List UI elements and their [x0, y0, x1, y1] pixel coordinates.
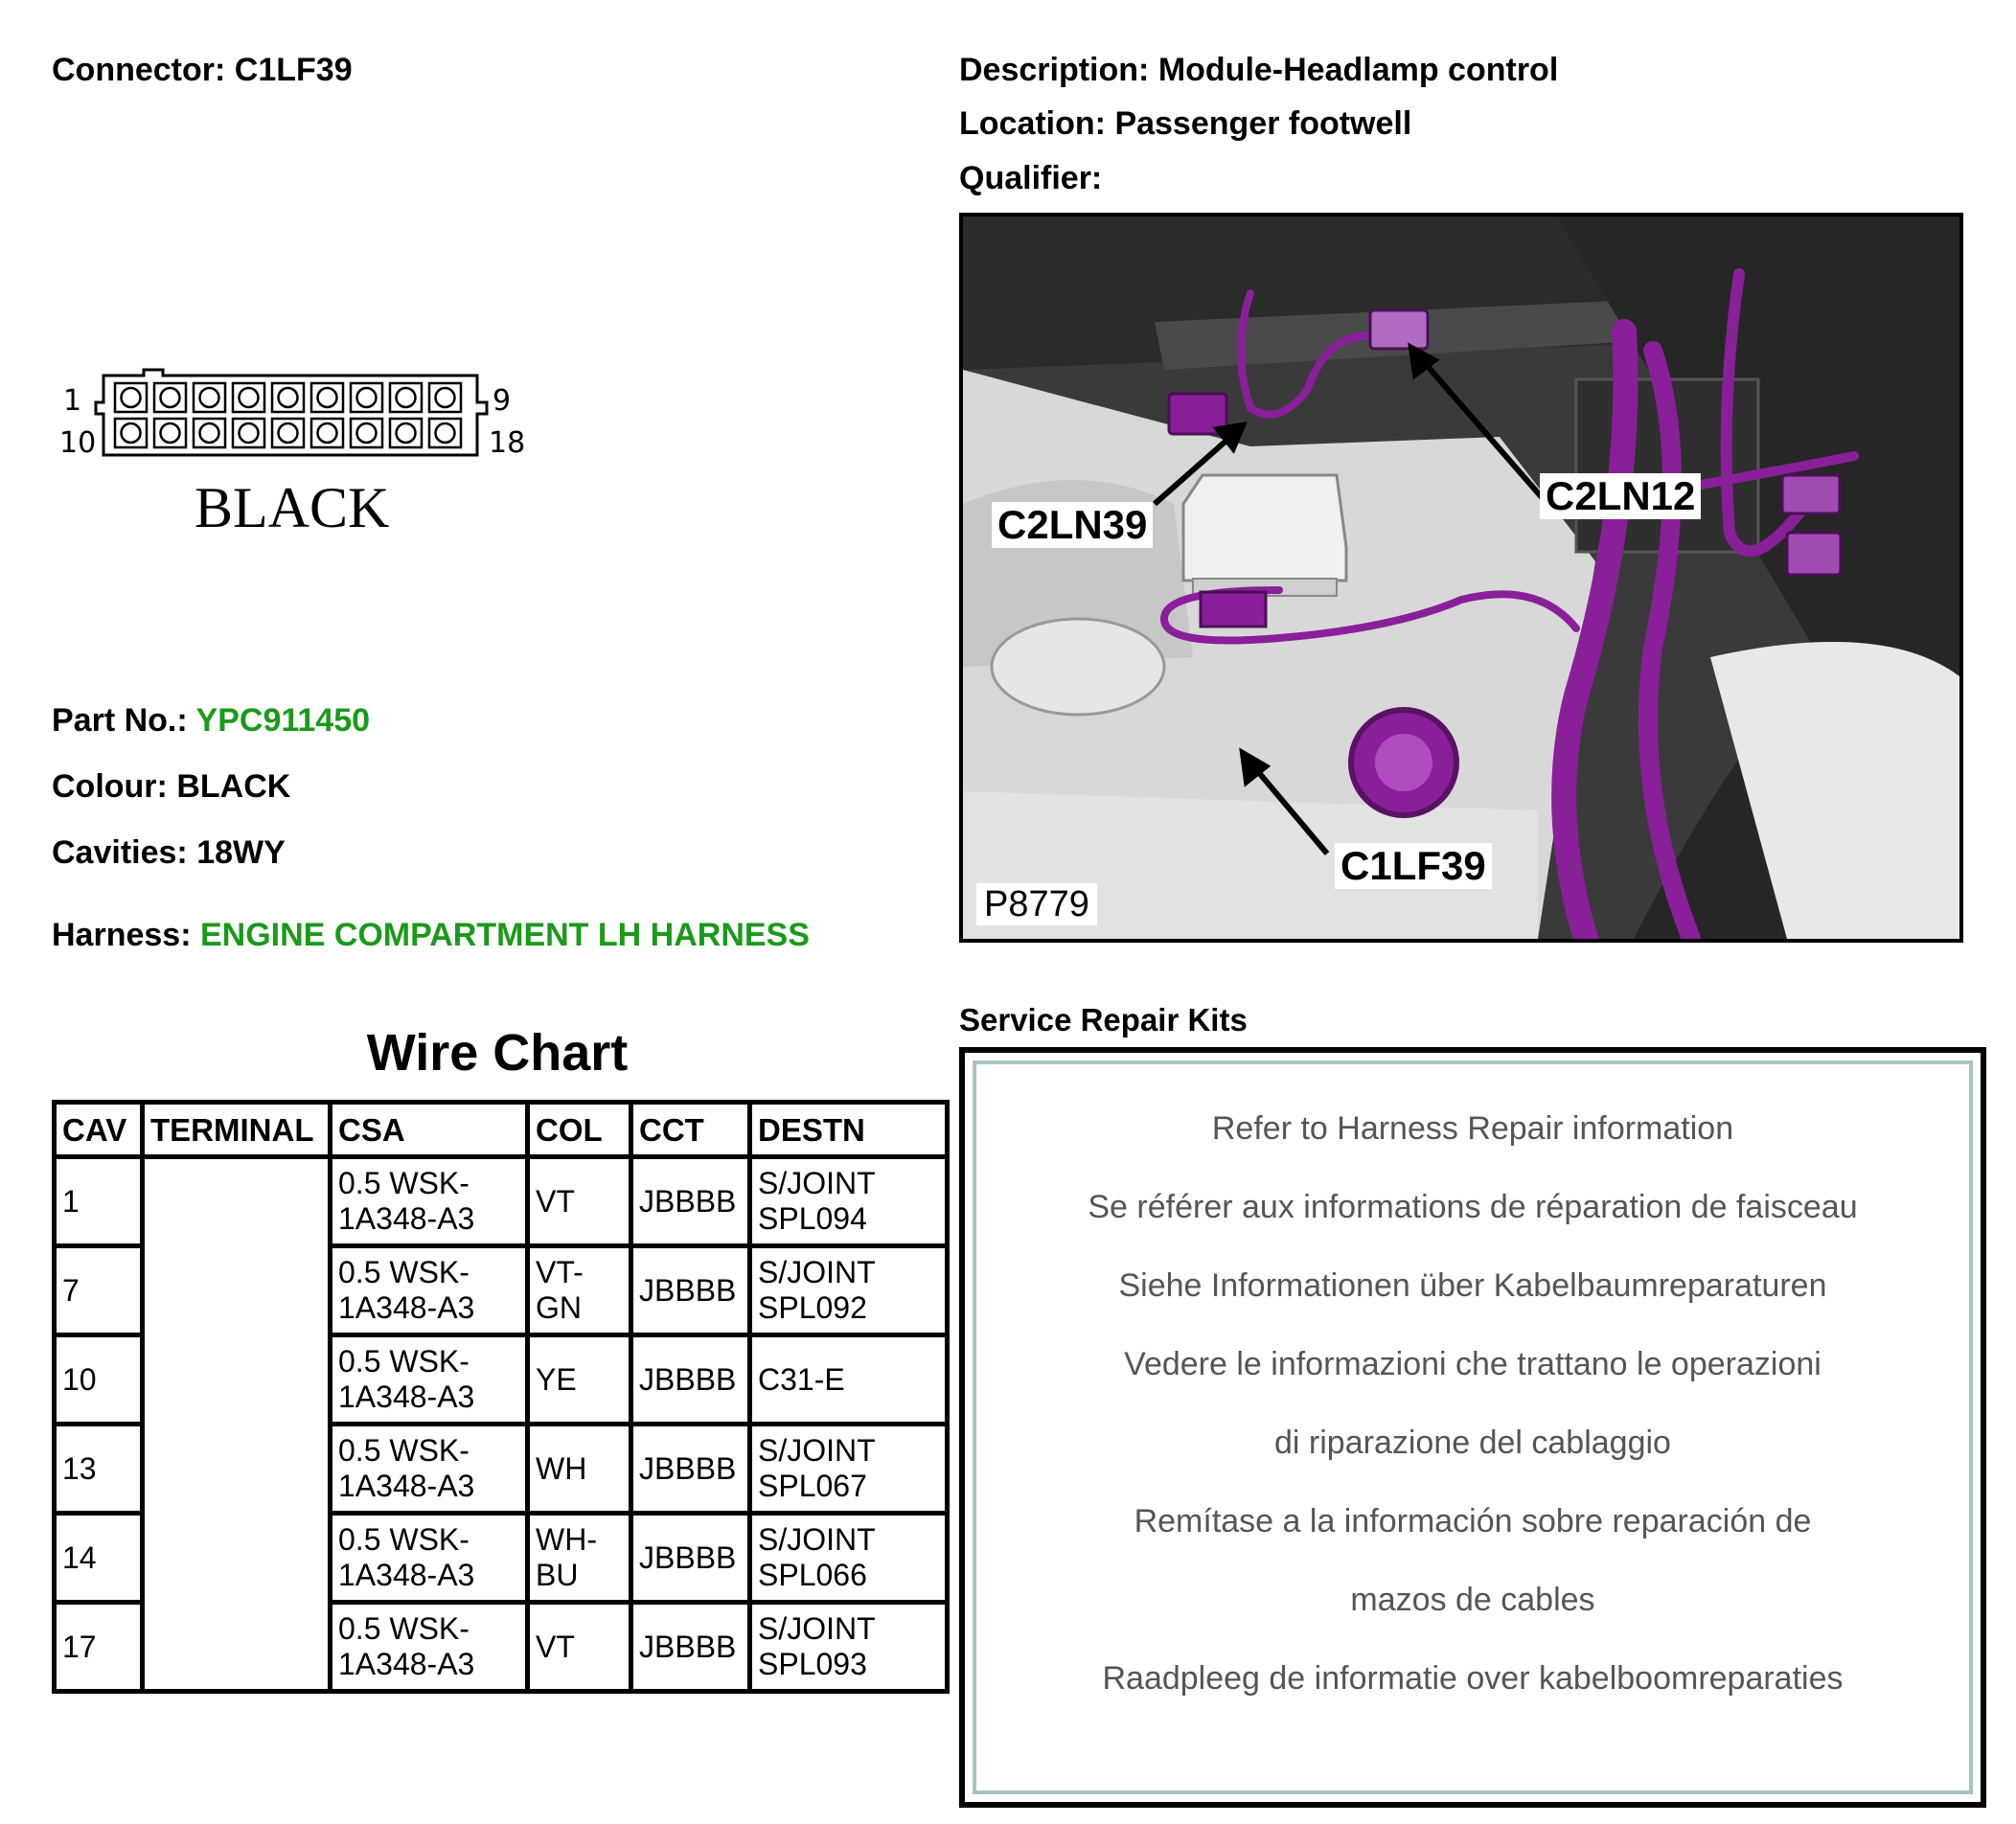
cavity-8 — [390, 383, 422, 412]
grommet-centre — [1375, 734, 1432, 791]
cavity-10 — [115, 419, 147, 447]
cell-csa-line-2: 1A348-A3 — [338, 1558, 475, 1592]
location-label: Location: — [959, 105, 1106, 142]
cell-col-line-1: VT — [536, 1183, 575, 1219]
cell-col — [528, 1514, 631, 1603]
cell-col — [528, 1157, 631, 1246]
cell-terminal — [143, 1157, 331, 1246]
qualifier-label: Qualifier: — [959, 160, 1103, 196]
wire-row — [55, 1603, 948, 1692]
cell-cav: 10 — [55, 1335, 143, 1425]
cell-csa-line-1: 0.5 WSK- — [338, 1611, 470, 1646]
cavity-6 — [311, 383, 343, 412]
connector-c1lf39-body — [1201, 592, 1266, 627]
cell-cct: JBBBB — [631, 1335, 750, 1425]
cell-terminal — [143, 1425, 331, 1514]
cell-cav: 7 — [55, 1246, 143, 1335]
cavity-4 — [233, 383, 264, 412]
cell-cav: 13 — [55, 1425, 143, 1514]
cell-destn-line-1: C31-E — [758, 1361, 845, 1397]
cell-col-line-1: WH- — [536, 1522, 597, 1557]
cell-destn — [750, 1603, 948, 1692]
repair-line-en: Refer to Harness Repair information — [1211, 1110, 1734, 1147]
cell-destn-line-2: SPL094 — [758, 1201, 867, 1236]
cell-csa-line-1: 0.5 WSK- — [338, 1166, 470, 1200]
part-number-link[interactable]: YPC911450 — [195, 702, 371, 739]
cell-col — [528, 1425, 631, 1514]
cell-cav: 17 — [55, 1603, 143, 1692]
spare-connector-lower — [1787, 533, 1841, 575]
colour-value: BLACK — [176, 768, 291, 805]
repair-line-it-2: di riparazione del cablaggio — [1274, 1425, 1671, 1461]
wire-row — [55, 1157, 948, 1246]
repair-line-fr: Se référer aux informations de réparation de faisceau — [1088, 1189, 1858, 1225]
cell-col-line-1: WH — [536, 1450, 587, 1486]
cell-cct: JBBBB — [631, 1246, 750, 1335]
cell-cct: JBBBB — [631, 1514, 750, 1603]
cavities-label: Cavities: — [52, 834, 188, 871]
cell-col-line-1: VT — [536, 1629, 575, 1664]
cavity-3 — [194, 383, 225, 412]
harness-link[interactable]: ENGINE COMPARTMENT LH HARNESS — [199, 917, 810, 953]
connector-label: Connector: — [52, 52, 226, 88]
cell-destn-line-2: SPL067 — [758, 1469, 867, 1503]
header-csa: CSA — [331, 1103, 528, 1157]
location-illustration — [963, 217, 1959, 939]
repair-line-it-1: Vedere le informazioni che trattano le operazioni — [1124, 1346, 1821, 1382]
headlamp-control-module — [1183, 475, 1346, 581]
cell-csa — [331, 1157, 528, 1246]
cell-terminal — [143, 1514, 331, 1603]
repair-line-nl: Raadpleeg de informatie over kabelboomreparaties — [1102, 1660, 1844, 1697]
callout-c1lf39: C1LF39 — [1335, 843, 1492, 889]
floor-boss — [992, 619, 1164, 715]
pin-label-18: 18 — [489, 426, 526, 460]
cell-destn — [750, 1425, 948, 1514]
wire-chart-title: Wire Chart — [366, 1024, 629, 1082]
cavity-9 — [429, 383, 461, 412]
wire-row — [55, 1335, 948, 1425]
cell-cct: JBBBB — [631, 1603, 750, 1692]
service-repair-kits-title: Service Repair Kits — [959, 1002, 1248, 1037]
cell-csa-line-1: 0.5 WSK- — [338, 1433, 470, 1468]
cell-cav: 14 — [55, 1514, 143, 1603]
cavity-16 — [351, 419, 382, 447]
cell-col — [528, 1246, 631, 1335]
wire-row — [55, 1425, 948, 1514]
location-line — [959, 105, 1411, 143]
header-terminal: TERMINAL — [143, 1103, 331, 1157]
location-photo — [959, 213, 1963, 943]
callout-c2ln39: C2LN39 — [992, 502, 1153, 548]
cell-csa-line-2: 1A348-A3 — [338, 1201, 475, 1236]
cavity-11 — [154, 419, 186, 447]
cell-csa — [331, 1335, 528, 1425]
cell-col — [528, 1603, 631, 1692]
header-col: COL — [528, 1103, 631, 1157]
cell-csa — [331, 1425, 528, 1514]
colour-label: Colour: — [52, 768, 168, 805]
connector-face-diagram — [56, 354, 554, 546]
cell-col-line-1: VT- — [536, 1255, 584, 1289]
cell-destn-line-1: S/JOINT — [758, 1433, 876, 1468]
cavities-line — [52, 834, 286, 872]
connector-heading — [52, 52, 353, 89]
location-value: Passenger footwell — [1114, 105, 1412, 142]
pin-label-10: 10 — [59, 426, 97, 460]
wire-chart-header-row — [55, 1103, 948, 1157]
cell-csa — [331, 1246, 528, 1335]
connector-c2ln12-body — [1370, 310, 1428, 349]
header-cav: CAV — [55, 1103, 143, 1157]
cell-csa-line-2: 1A348-A3 — [338, 1379, 475, 1414]
cavity-15 — [311, 419, 343, 447]
cavity-2 — [154, 383, 186, 412]
cell-csa-line-1: 0.5 WSK- — [338, 1522, 470, 1557]
harness-label: Harness: — [52, 917, 192, 953]
part-number-label: Part No.: — [52, 702, 188, 739]
qualifier-line — [959, 160, 1102, 197]
cavities-value: 18WY — [196, 834, 286, 871]
service-repair-kits-box — [959, 1047, 1986, 1808]
cell-terminal — [143, 1335, 331, 1425]
cell-col-line-2: BU — [536, 1558, 579, 1592]
cavity-5 — [272, 383, 304, 412]
description-label: Description: — [959, 52, 1150, 88]
cell-destn — [750, 1157, 948, 1246]
cell-csa-line-2: 1A348-A3 — [338, 1469, 475, 1503]
cell-destn — [750, 1335, 948, 1425]
pin-label-9: 9 — [493, 384, 512, 418]
cavity-18 — [429, 419, 461, 447]
header-cct: CCT — [631, 1103, 750, 1157]
cell-csa — [331, 1514, 528, 1603]
description-value: Module-Headlamp control — [1157, 52, 1559, 88]
cell-csa-line-1: 0.5 WSK- — [338, 1255, 470, 1289]
cell-col — [528, 1335, 631, 1425]
pin-label-1: 1 — [63, 384, 82, 418]
harness-line — [52, 917, 810, 954]
cell-destn-line-2: SPL066 — [758, 1558, 867, 1592]
cavity-14 — [272, 419, 304, 447]
header-destn: DESTN — [750, 1103, 948, 1157]
callout-c2ln12: C2LN12 — [1540, 473, 1701, 519]
repair-line-es-1: Remítase a la información sobre reparación de — [1134, 1503, 1812, 1539]
cell-terminal — [143, 1603, 331, 1692]
cell-destn — [750, 1246, 948, 1335]
cell-terminal — [143, 1246, 331, 1335]
cell-destn — [750, 1514, 948, 1603]
cell-destn-line-1: S/JOINT — [758, 1255, 876, 1289]
cavity-13 — [233, 419, 264, 447]
cell-cav: 1 — [55, 1157, 143, 1246]
cavity-1 — [115, 383, 147, 412]
spare-connector-upper — [1782, 475, 1840, 513]
photo-reference: P8779 — [976, 883, 1097, 925]
cavity-grid — [115, 383, 461, 447]
cell-destn-line-2: SPL092 — [758, 1290, 867, 1325]
cavity-7 — [351, 383, 382, 412]
cell-destn-line-1: S/JOINT — [758, 1166, 876, 1200]
connector-id: C1LF39 — [234, 52, 353, 88]
cavity-12 — [194, 419, 225, 447]
cell-destn-line-1: S/JOINT — [758, 1522, 876, 1557]
cell-col-line-1: YE — [536, 1361, 577, 1397]
cell-destn-line-1: S/JOINT — [758, 1611, 876, 1646]
cell-csa-line-2: 1A348-A3 — [338, 1647, 475, 1681]
part-number-line — [52, 702, 370, 740]
service-repair-kits-inner — [973, 1060, 1973, 1794]
wire-row — [55, 1246, 948, 1335]
cell-cct: JBBBB — [631, 1157, 750, 1246]
cell-col-line-2: GN — [536, 1290, 582, 1325]
wire-chart-table — [52, 1100, 950, 1694]
cell-csa — [331, 1603, 528, 1692]
repair-line-es-2: mazos de cables — [1350, 1582, 1595, 1618]
description-line — [959, 52, 1558, 89]
cell-csa-line-2: 1A348-A3 — [338, 1290, 475, 1325]
cavity-17 — [390, 419, 422, 447]
colour-line — [52, 768, 290, 806]
cell-csa-line-1: 0.5 WSK- — [338, 1344, 470, 1379]
repair-line-de: Siehe Informationen über Kabelbaumreparaturen — [1118, 1267, 1827, 1304]
connector-face-svg — [56, 354, 554, 546]
cell-cct: JBBBB — [631, 1425, 750, 1514]
connector-colour-label: BLACK — [195, 476, 390, 539]
wire-row — [55, 1514, 948, 1603]
cell-destn-line-2: SPL093 — [758, 1647, 867, 1681]
